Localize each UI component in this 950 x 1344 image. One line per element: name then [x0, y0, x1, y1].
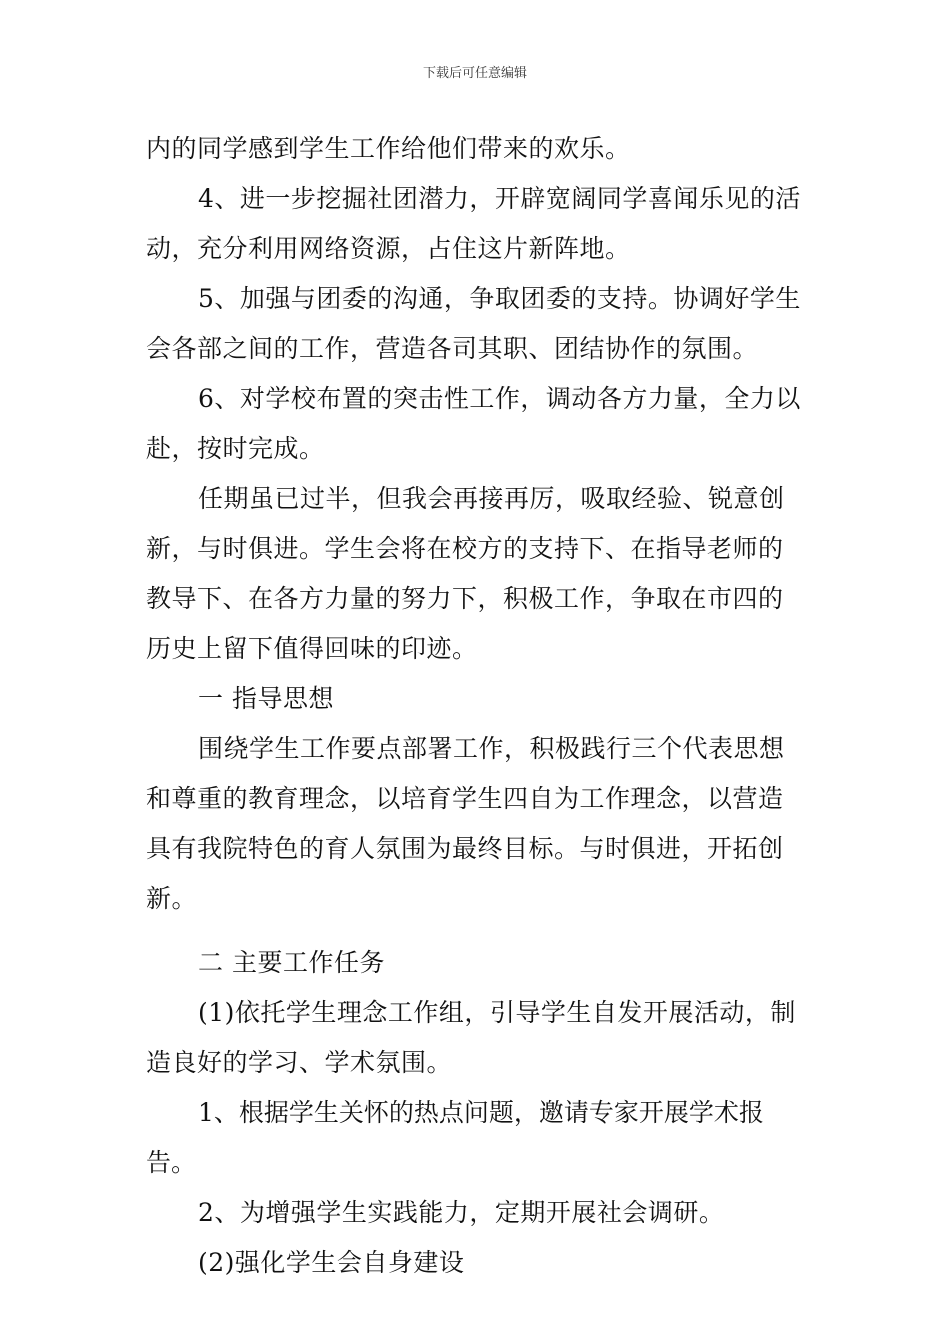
paragraph-conclusion: 任期虽已过半，但我会再接再厉，吸取经验、锐意创新，与时俱进。学生会将在校方的支持下、在指导老师的教导下、在各方力量的努力下，积极工作，争取在市四的历史上留下值得回味的印迹。 [146, 484, 785, 663]
paragraph-continuation: 内的同学感到学生工作给他们带来的欢乐。 [146, 134, 631, 163]
page-header: 下载后可任意编辑 [422, 66, 527, 81]
section-heading-main-tasks: 二 主要工作任务 [198, 948, 385, 977]
paragraph-item-6: 6、对学校布置的突击性工作，调动各方力量，全力以赴，按时完成。 [146, 384, 801, 463]
paragraph-item-5: 5、加强与团委的沟通，争取团委的支持。协调好学生会各部之间的工作，营造各司其职、团结协作的氛围。 [146, 284, 801, 363]
document-body [146, 124, 808, 1288]
paragraph-guiding-ideology: 围绕学生工作要点部署工作，积极践行三个代表思想和尊重的教育理念，以培育学生四自为工作理念，以营造具有我院特色的育人氛围为最终目标。与时俱进，开拓创新。 [146, 734, 785, 913]
paragraph-task-1: (1)依托学生理念工作组，引导学生自发开展活动，制造良好的学习、学术氛围。 [146, 998, 796, 1077]
spacer [146, 924, 808, 938]
section-heading-guiding-ideology: 一 指导思想 [198, 684, 334, 713]
paragraph-subtask-1: 1、根据学生关怀的热点问题，邀请专家开展学术报告。 [146, 1098, 764, 1177]
paragraph-task-2: (2)强化学生会自身建设 [198, 1248, 465, 1277]
paragraph-subtask-2: 2、为增强学生实践能力，定期开展社会调研。 [198, 1198, 725, 1227]
paragraph-item-4: 4、进一步挖掘社团潜力，开辟宽阔同学喜闻乐见的活动，充分利用网络资源，占住这片新阵地。 [146, 184, 801, 263]
